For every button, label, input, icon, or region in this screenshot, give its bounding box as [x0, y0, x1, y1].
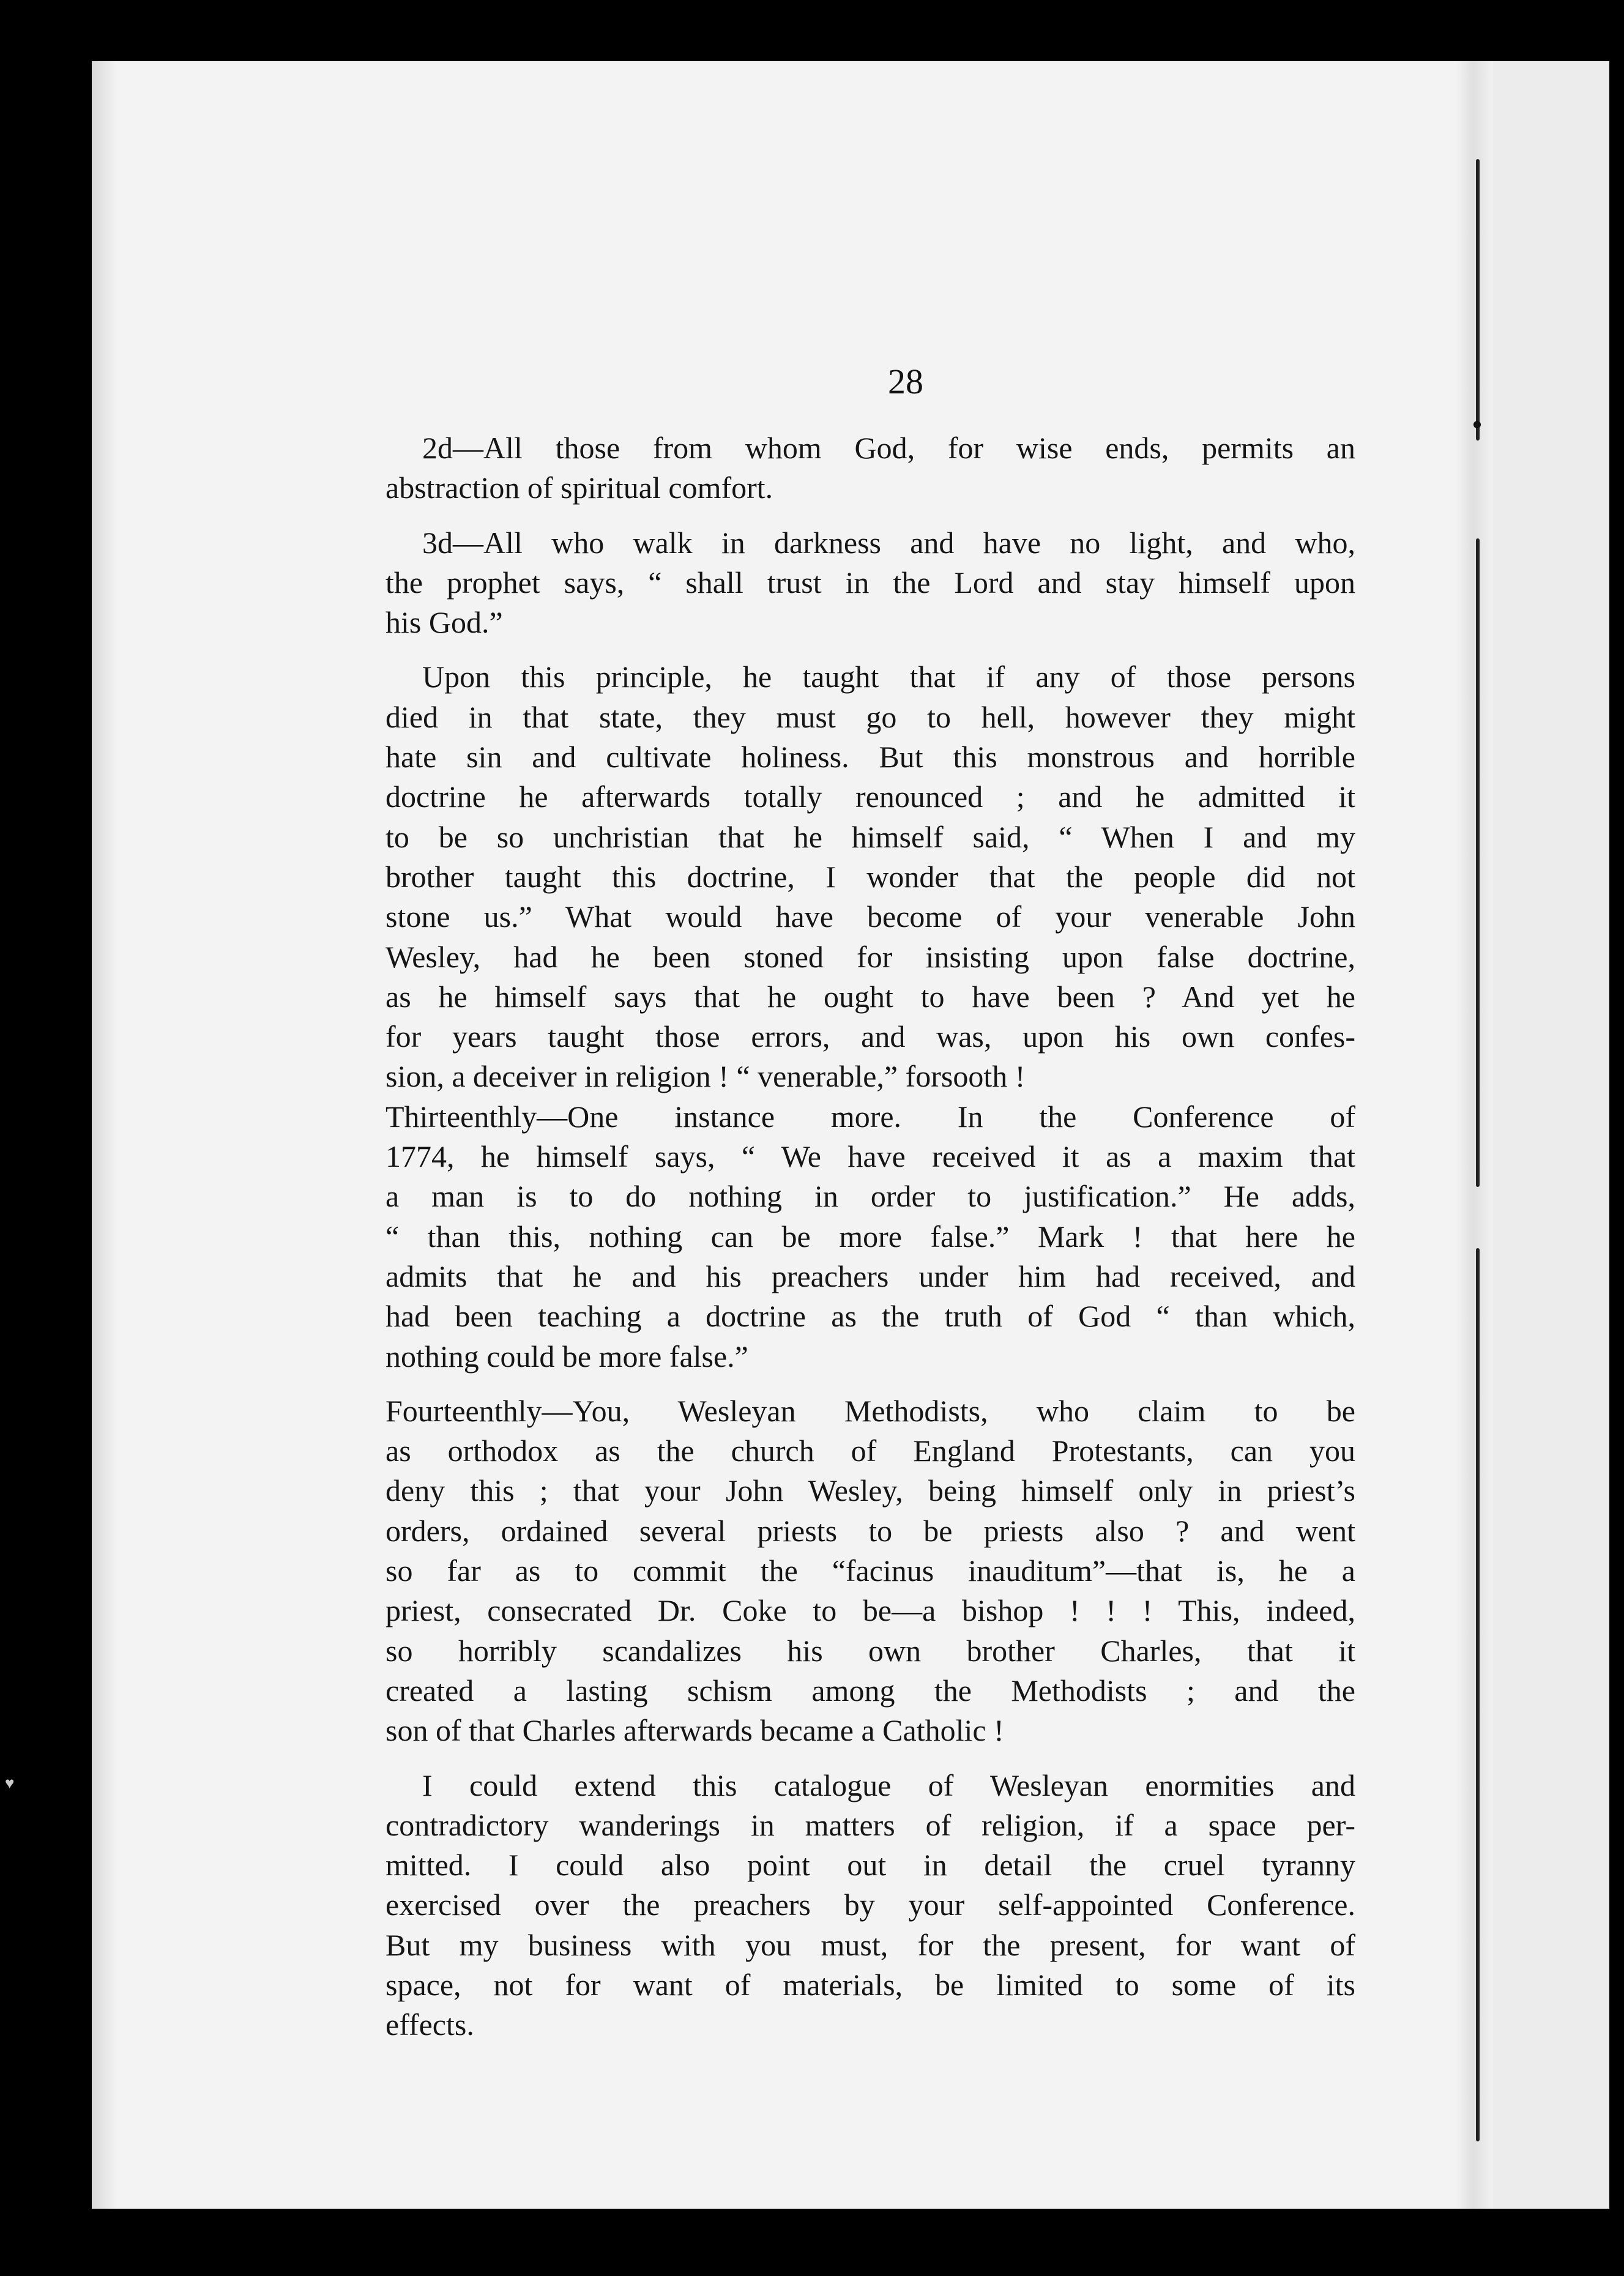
text-line: so horribly scandalizes his own brother Charles, that it: [386, 1633, 1355, 1668]
fold-line: [1476, 1248, 1480, 2141]
text-line: hate sin and cultivate holiness. But this monstrous and horrible: [386, 740, 1355, 775]
text-line: “ than this, nothing can be more false.” Mark ! that here he: [386, 1219, 1355, 1254]
text-line: 2d—All those from whom God, for wise ends, permits an: [422, 431, 1355, 465]
document-page: [92, 61, 1609, 2209]
text-line: Thirteenthly—One instance more. In the Conference of: [386, 1099, 1355, 1134]
paragraph: [386, 657, 1355, 1096]
page-number: 28: [888, 362, 923, 401]
paragraph: [386, 1766, 1355, 2045]
paragraph: [386, 523, 1355, 643]
page-fold: [1456, 61, 1493, 2209]
text-line: Fourteenthly—You, Wesleyan Methodists, who claim to be: [386, 1393, 1355, 1428]
text-line: mitted. I could also point out in detail the cruel tyranny: [386, 1848, 1355, 1883]
text-line: created a lasting schism among the Methodists ; and the: [386, 1673, 1355, 1708]
text-line: stone us.” What would have become of your venerable John: [386, 899, 1355, 934]
text-line: the prophet says, “ shall trust in the Lord and stay himself upon: [386, 565, 1355, 600]
text-line: Wesley, had he been stoned for insisting upon false doctrine,: [386, 939, 1355, 974]
text-line: died in that state, they must go to hell, however they might: [386, 699, 1355, 734]
text-line: had been teaching a doctrine as the truth of God “ than which,: [386, 1299, 1355, 1334]
page-edge-shadow: [92, 61, 116, 2209]
text-line: to be so unchristian that he himself said, “ When I and my: [386, 819, 1355, 854]
text-line: so far as to commit the “facinus inauditum”—that is, he a: [386, 1553, 1355, 1588]
text-line: I could extend this catalogue of Wesleyan enormities and: [422, 1768, 1355, 1802]
text-line: for years taught those errors, and was, upon his own confes-: [386, 1019, 1355, 1054]
text-line: his God.”: [386, 605, 503, 640]
fold-dot: [1473, 421, 1481, 428]
fold-line: [1476, 159, 1480, 441]
body-text: [386, 428, 1355, 2045]
paragraph: [386, 1097, 1355, 1377]
text-line: Upon this principle, he taught that if any of those persons: [422, 660, 1355, 694]
text-line: 1774, he himself says, “ We have received it as a maxim that: [386, 1139, 1355, 1174]
text-line: priest, consecrated Dr. Coke to be—a bishop ! ! ! This, indeed,: [386, 1593, 1355, 1628]
paragraph: [386, 1391, 1355, 1751]
scan-mark: ♥: [5, 1774, 15, 1792]
text-line: brother taught this doctrine, I wonder that the people did not: [386, 859, 1355, 894]
text-line: space, not for want of materials, be limited to some of its: [386, 1967, 1355, 2002]
text-line: abstraction of spiritual comfort.: [386, 470, 773, 505]
text-line: orders, ordained several priests to be priests also ? and went: [386, 1513, 1355, 1548]
text-line: 3d—All who walk in darkness and have no light, and who,: [422, 525, 1355, 560]
adjacent-page-strip: [1493, 61, 1609, 2209]
paragraph: [386, 428, 1355, 508]
text-line: as orthodox as the church of England Protestants, can you: [386, 1434, 1355, 1468]
text-line: admits that he and his preachers under him had received, and: [386, 1259, 1355, 1293]
text-line: son of that Charles afterwards became a Catholic !: [386, 1713, 1004, 1748]
text-line: doctrine he afterwards totally renounced ; and he admitted it: [386, 779, 1355, 814]
text-line: effects.: [386, 2007, 474, 2042]
text-line: But my business with you must, for the present, for want of: [386, 1927, 1355, 1962]
text-line: exercised over the preachers by your self-appointed Conference.: [386, 1887, 1355, 1922]
text-line: a man is to do nothing in order to justification.” He adds,: [386, 1179, 1355, 1214]
text-line: as he himself says that he ought to have been ? And yet he: [386, 979, 1355, 1014]
text-line: nothing could be more false.”: [386, 1339, 748, 1374]
text-line: contradictory wanderings in matters of religion, if a space per-: [386, 1807, 1355, 1842]
text-line: deny this ; that your John Wesley, being himself only in priest’s: [386, 1473, 1355, 1508]
fold-line: [1476, 538, 1480, 1187]
text-line: sion, a deceiver in religion ! “ venerable,” forsooth !: [386, 1059, 1026, 1094]
